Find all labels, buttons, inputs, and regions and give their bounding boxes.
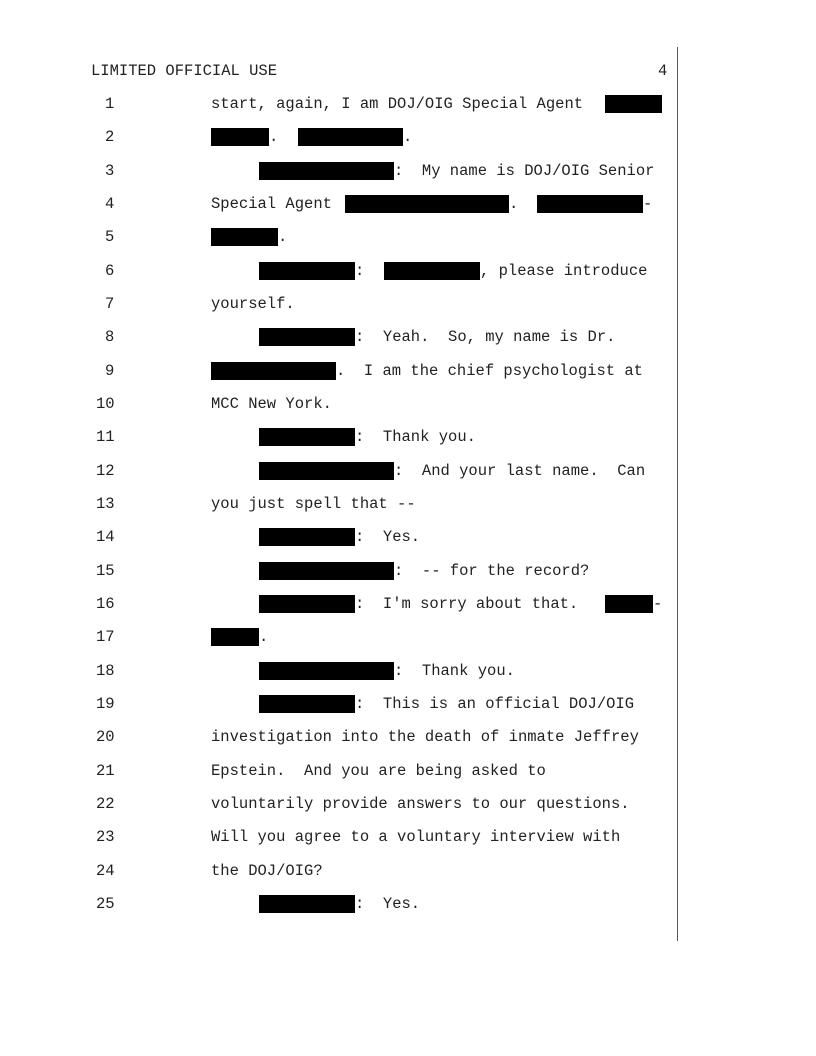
redaction-box	[259, 595, 355, 613]
transcript-text: Special Agent	[211, 195, 332, 213]
redaction-box	[259, 895, 355, 913]
classification-header: LIMITED OFFICIAL USE	[91, 62, 278, 80]
line-number: 9	[105, 362, 115, 380]
redaction-box	[211, 628, 259, 646]
line-number: 3	[105, 162, 115, 180]
line-number: 12	[96, 462, 115, 480]
transcript-text: MCC New York.	[211, 395, 332, 413]
transcript-text: : And your last name. Can	[394, 462, 646, 480]
transcript-text: .	[269, 128, 279, 146]
redaction-box	[259, 562, 394, 580]
transcript-text: : I'm sorry about that.	[355, 595, 579, 613]
transcript-text: . I am the chief psychologist at	[336, 362, 643, 380]
transcript-text: : Yes.	[355, 528, 421, 546]
page-number: 4	[658, 62, 668, 80]
redaction-box	[345, 195, 509, 213]
transcript-text: : Thank you.	[355, 428, 476, 446]
line-number: 4	[105, 195, 115, 213]
line-number: 21	[96, 762, 115, 780]
line-number: 19	[96, 695, 115, 713]
line-number: 13	[96, 495, 115, 513]
transcript-text: -	[643, 195, 653, 213]
transcript-text: .	[259, 628, 269, 646]
transcript-text: Will you agree to a voluntary interview with	[211, 828, 621, 846]
line-number: 18	[96, 662, 115, 680]
line-number: 23	[96, 828, 115, 846]
line-number: 6	[105, 262, 115, 280]
redaction-box	[259, 262, 355, 280]
redaction-box	[211, 362, 336, 380]
line-number: 11	[96, 428, 115, 446]
redaction-box	[605, 95, 662, 113]
redaction-box	[259, 328, 355, 346]
transcript-text: .	[509, 195, 519, 213]
transcript-text: : This is an official DOJ/OIG	[355, 695, 635, 713]
redaction-box	[259, 428, 355, 446]
line-number: 24	[96, 862, 115, 880]
transcript-text: the DOJ/OIG?	[211, 862, 323, 880]
redaction-box	[259, 162, 394, 180]
line-number: 14	[96, 528, 115, 546]
line-number: 25	[96, 895, 115, 913]
line-number: 1	[105, 95, 115, 113]
line-number: 5	[105, 228, 115, 246]
line-number: 16	[96, 595, 115, 613]
transcript-text: start, again, I am DOJ/OIG Special Agent	[211, 95, 584, 113]
redaction-box	[259, 462, 394, 480]
transcript-text: you just spell that --	[211, 495, 416, 513]
redaction-box	[211, 128, 269, 146]
redaction-box	[298, 128, 403, 146]
line-number: 17	[96, 628, 115, 646]
line-number: 20	[96, 728, 115, 746]
transcript-text: -	[653, 595, 663, 613]
transcript-text: investigation into the death of inmate Jeffrey	[211, 728, 639, 746]
redaction-box	[384, 262, 480, 280]
transcript-text: , please introduce	[480, 262, 648, 280]
line-number: 15	[96, 562, 115, 580]
line-number: 2	[105, 128, 115, 146]
transcript-text: : Thank you.	[394, 662, 515, 680]
transcript-text: :	[355, 262, 365, 280]
transcript-text: voluntarily provide answers to our questions.	[211, 795, 630, 813]
line-number: 8	[105, 328, 115, 346]
transcript-text: : Yeah. So, my name is Dr.	[355, 328, 616, 346]
transcript-text: yourself.	[211, 295, 295, 313]
right-margin-rule	[677, 47, 678, 941]
transcript-text: : Yes.	[355, 895, 421, 913]
transcript-text: .	[403, 128, 413, 146]
redaction-box	[211, 228, 278, 246]
transcript-text: : -- for the record?	[394, 562, 590, 580]
line-number: 22	[96, 795, 115, 813]
transcript-text: Epstein. And you are being asked to	[211, 762, 546, 780]
line-number: 10	[96, 395, 115, 413]
redaction-box	[605, 595, 653, 613]
redaction-box	[259, 528, 355, 546]
line-number: 7	[105, 295, 115, 313]
redaction-box	[259, 695, 355, 713]
redaction-box	[537, 195, 643, 213]
transcript-text: .	[278, 228, 288, 246]
transcript-text: : My name is DOJ/OIG Senior	[394, 162, 655, 180]
redaction-box	[259, 662, 394, 680]
